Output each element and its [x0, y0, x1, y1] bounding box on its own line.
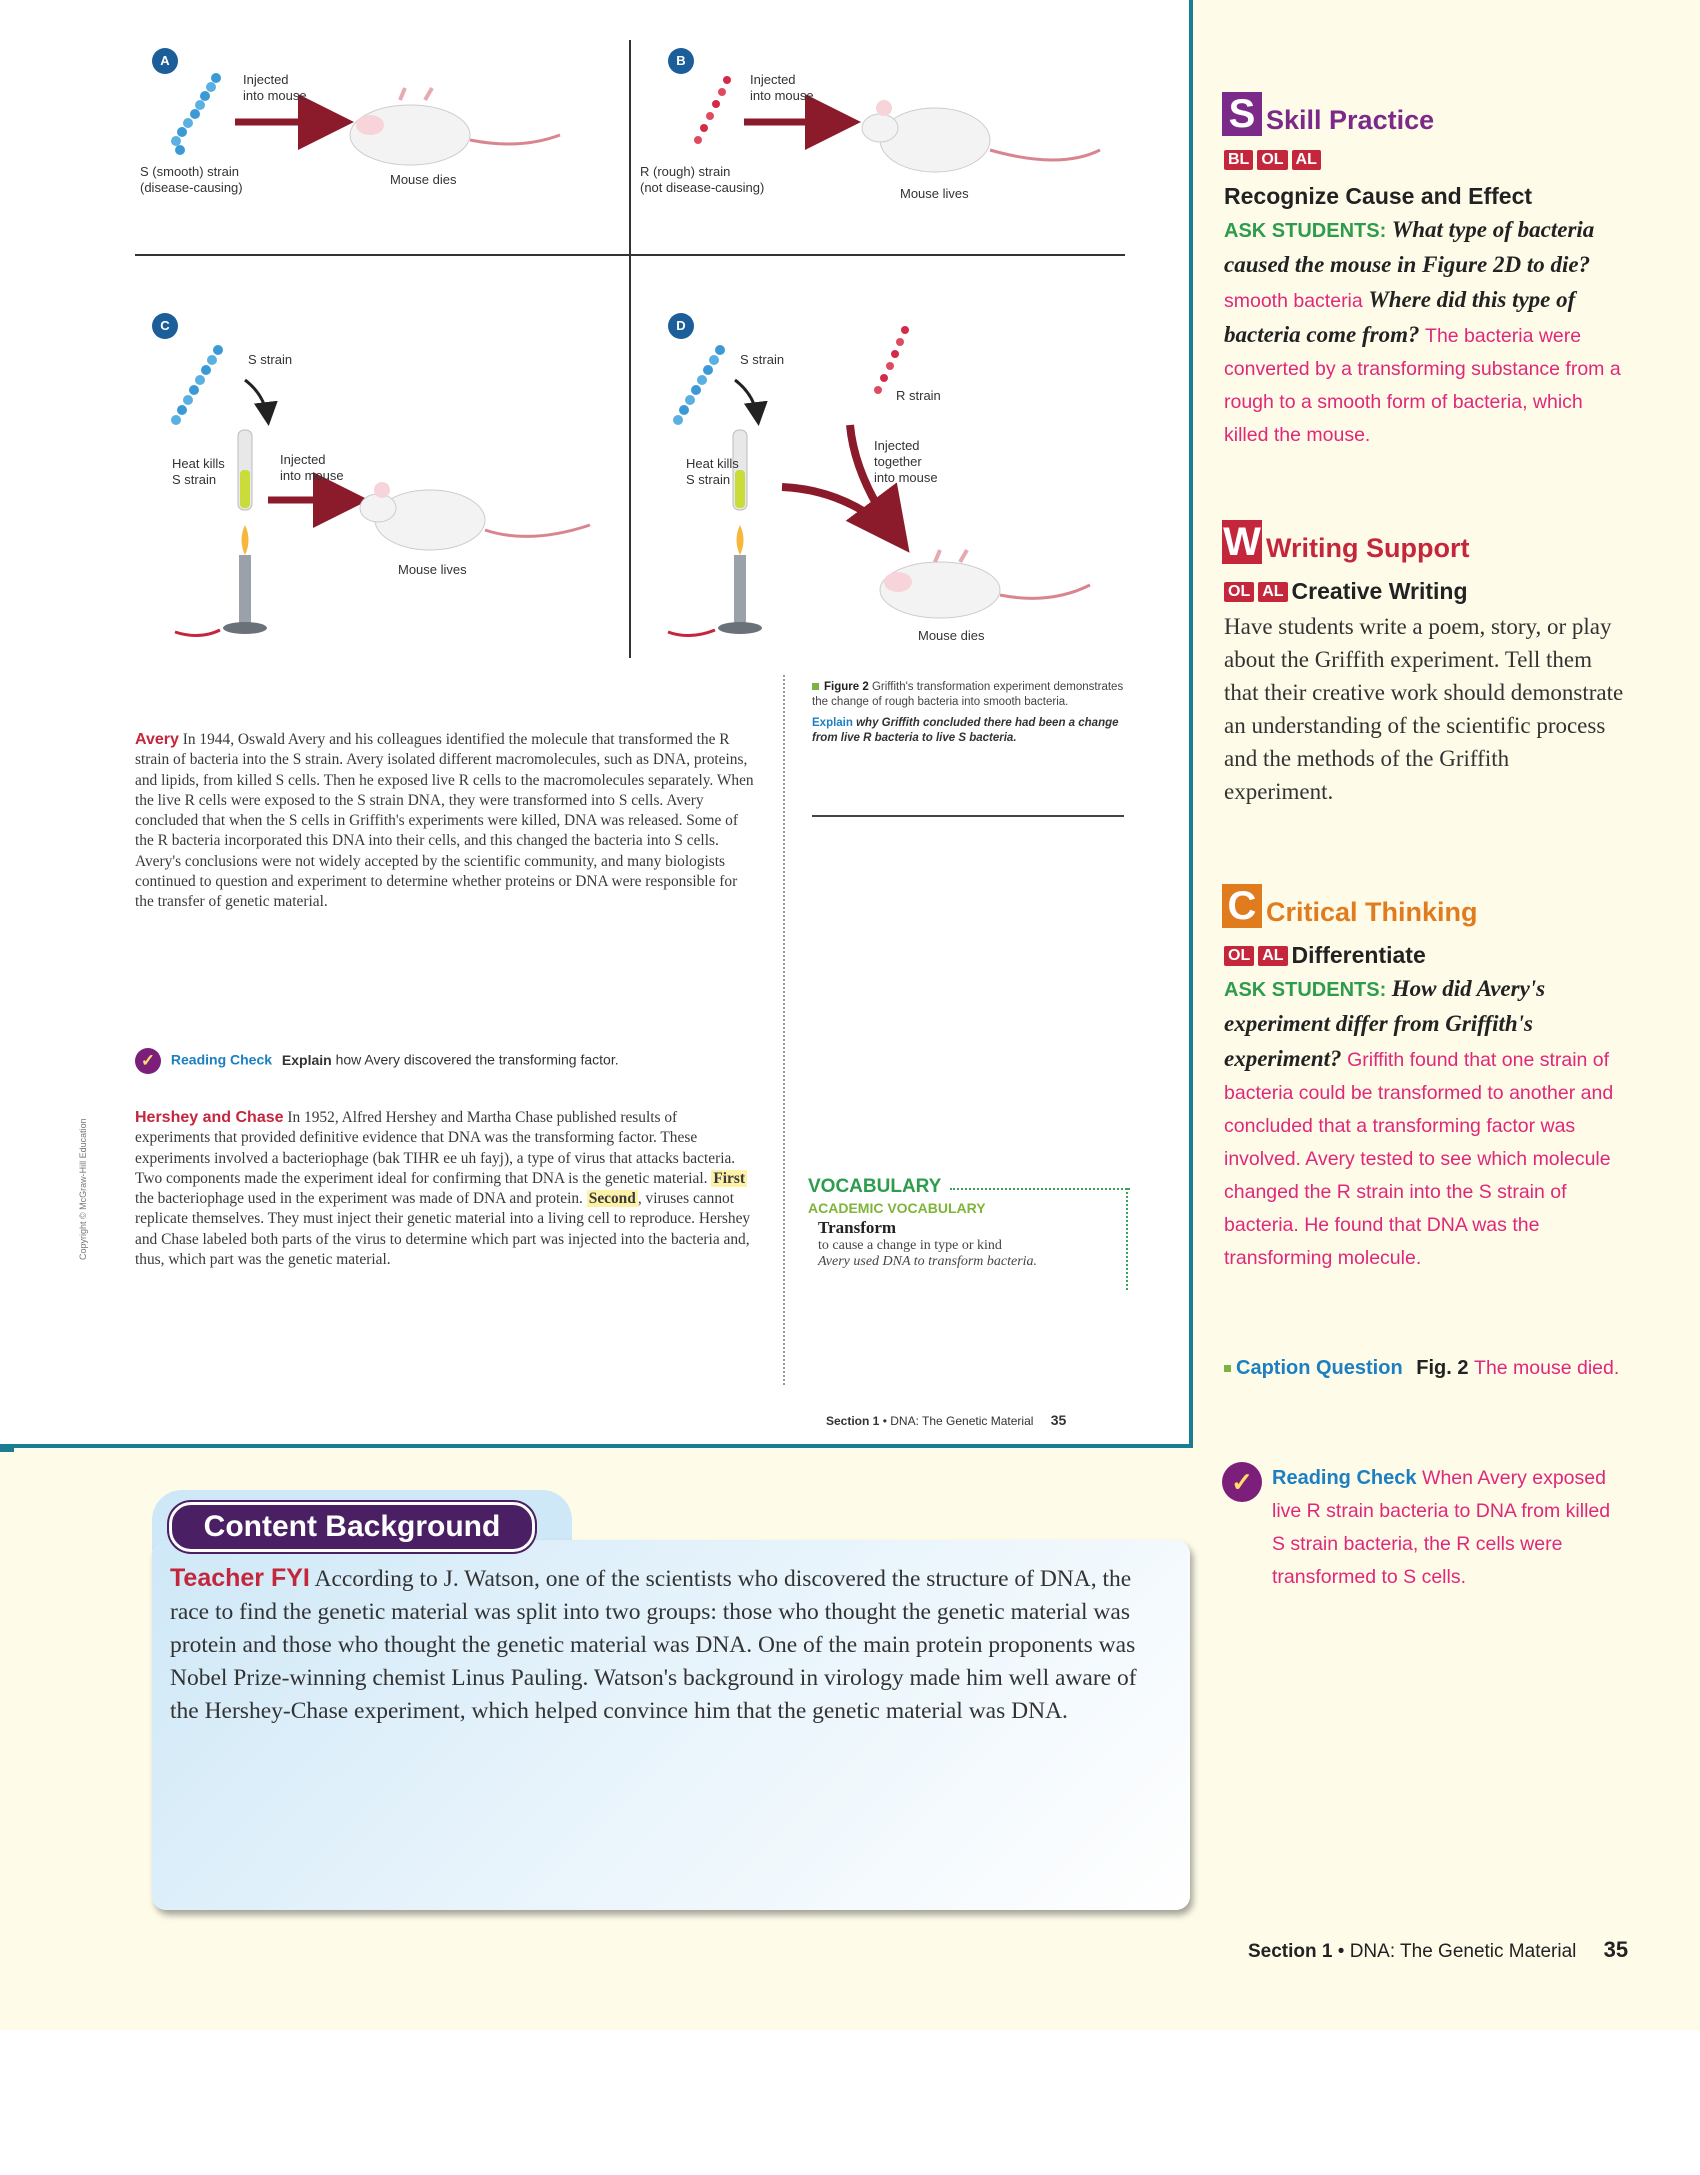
level-ol: OL — [1224, 582, 1254, 602]
figure-divider-v — [629, 40, 631, 658]
critical-ask: ASK STUDENTS: — [1224, 979, 1387, 1001]
mouse-alive-c — [360, 482, 590, 550]
mouse-alive-b — [862, 100, 1100, 172]
skill-a2: The bacteria were converted by a transforming substance from a rough to a smooth form of bacteria, which killed the mouse. — [1224, 325, 1621, 446]
label-injected-a: Injected into mouse — [243, 72, 307, 103]
label-s-strain-c: S strain — [248, 352, 293, 367]
label-outcome-b: Mouse lives — [900, 186, 969, 201]
footer-outer-section: Section 1 — [1248, 1941, 1333, 1962]
footer-inner: Section 1 • DNA: The Genetic Material 35 — [826, 1412, 1067, 1428]
caption-question-label: Caption Question — [1236, 1357, 1403, 1379]
hershey-heading: Hershey and Chase — [135, 1109, 284, 1126]
hershey-text-2: the bacteriophage used in the experiment was made of DNA and protein. — [135, 1190, 583, 1208]
avery-heading: Avery — [135, 731, 179, 748]
skill-ask: ASK STUDENTS: — [1224, 220, 1387, 242]
writing-w-icon: W — [1223, 520, 1261, 564]
column-divider — [783, 675, 785, 1385]
label-outcome-a: Mouse dies — [390, 172, 457, 187]
avery-paragraph — [135, 730, 755, 913]
critical-thinking-title: Critical Thinking — [1266, 897, 1478, 927]
footer-outer: Section 1 • DNA: The Genetic Material 35 — [1248, 1937, 1629, 1962]
check-icon: ✓ — [135, 1048, 161, 1074]
reading-check-label: Reading Check — [170, 1051, 273, 1068]
r-strain-chain-b — [694, 76, 731, 144]
footer-inner-section: Section 1 — [826, 1414, 880, 1428]
s-strain-chain-c — [171, 345, 223, 425]
teacher-fyi-text: According to J. Watson, one of the scientists who discovered the structure of DNA, the race to find the genetic material was split into two groups: those who thought the genetic material was protein and those who thought the genetic material was DNA. One of the main protein proponents was Nobel Prize-winning chemist Linus Pauling. Watson's background in virology made him well aware of the Hershey-Chase experiment, which helped convince him that the genetic material was DNA. — [170, 1566, 1137, 1724]
caption-question — [1224, 1352, 1624, 1385]
caption-question-bullet — [1224, 1365, 1231, 1372]
check-icon: ✓ — [1222, 1462, 1262, 1502]
hershey-text-3: viruses cannot replicate themselves. They must inject their genetic material into a living cell to reproduce. Hershey and Chase labeled both parts of the virus to determine which part was injected into the bacteria and, thus, which part was the genetic material. — [135, 1190, 751, 1269]
label-s-strain-d: S strain — [740, 352, 785, 367]
level-ol: OL — [1257, 150, 1287, 170]
label-heat-c: Heat kills S strain — [172, 456, 225, 487]
reading-check-text: how Avery discovered the transforming factor. — [335, 1051, 619, 1068]
hershey-text-1: In 1952, Alfred Hershey and Martha Chase published results of experiments that provided definitive evidence that DNA was the transforming factor. These experiments involved a bacteriophage (bak TIHR ee uh fayj), a type of virus that attacks bacteria. Two components made the experiment ideal for confirming that DNA is the genetic material. — [135, 1109, 736, 1187]
level-al: AL — [1292, 150, 1321, 170]
label-outcome-c: Mouse lives — [398, 562, 467, 577]
writing-support-text: Have students write a poem, story, or play about the Griffith experiment. Tell them that their creative work should demonstrate an understanding of the scientific process and the methods of the Griffith experiment. — [1224, 614, 1624, 804]
footer-outer-page: 35 — [1603, 1937, 1629, 1962]
hershey-first: First — [713, 1169, 745, 1187]
reading-check-answer: When Avery exposed live R strain bacteria to DNA from killed S strain bacteria, the R cells were transformed to S cells. — [1272, 1467, 1611, 1588]
vocabulary-box — [808, 1176, 1126, 1296]
caption-rule — [812, 815, 1124, 817]
footer-inner-page: 35 — [1050, 1412, 1067, 1428]
hershey-second: Second — [588, 1190, 636, 1208]
griffith-figure — [0, 0, 1193, 680]
teacher-fyi-label: Teacher FYI — [170, 1564, 310, 1592]
writing-levels — [1224, 578, 1468, 605]
caption-text: Griffith's transformation experiment demonstrates the change of rough bacteria into smooth bacteria. — [812, 681, 1124, 708]
panel-label-b: B — [668, 48, 694, 74]
reading-check-bold: Explain — [281, 1051, 332, 1068]
critical-thinking-header — [1222, 884, 1478, 928]
caption-explain-text: why Griffith concluded there had been a change from live R bacteria to live S bacteria. — [812, 717, 1119, 744]
caption-question-answer: The mouse died. — [1474, 1357, 1620, 1379]
skill-levels — [1224, 150, 1325, 170]
critical-c-icon: C — [1222, 884, 1262, 928]
reading-check-answer-label: Reading Check — [1272, 1467, 1417, 1489]
panel-label-a: A — [152, 48, 178, 74]
critical-q: How did Avery's experiment differ from Griffith's experiment? — [1224, 976, 1546, 1071]
skill-practice-header — [1222, 92, 1434, 136]
vocab-dots-top — [950, 1188, 1130, 1190]
reading-check-row — [135, 1048, 619, 1074]
critical-thinking-body — [1224, 972, 1624, 1275]
r-strain-chain-d — [874, 326, 909, 394]
writing-support-title: Writing Support — [1266, 533, 1470, 563]
figure-caption — [812, 680, 1124, 746]
skill-q1: What type of bacteria caused the mouse in Figure 2D to die? — [1224, 217, 1595, 277]
level-ol: OL — [1224, 946, 1254, 966]
skill-q2: Where did this type of bacteria come from? — [1224, 287, 1576, 347]
skill-subhead: Recognize Cause and Effect — [1224, 183, 1533, 209]
level-bl: BL — [1224, 150, 1253, 170]
critical-a: Griffith found that one strain of bacteria could be transformed to another and concluded that a transforming factor was involved. Avery tested to see which molecule changed the R strain into the S strain of bacteria. He found that DNA was the transforming molecule. — [1224, 1049, 1614, 1269]
content-background-text — [170, 1562, 1170, 1728]
skill-practice-title: Skill Practice — [1266, 105, 1435, 135]
copyright: Copyright © McGraw-Hill Education — [78, 1118, 88, 1260]
frame-tick — [0, 1446, 14, 1452]
vocab-dots-right — [1126, 1188, 1128, 1290]
panel-label-c: C — [152, 313, 178, 339]
vocab-term: Transform — [818, 1218, 897, 1237]
level-al: AL — [1258, 946, 1287, 966]
writing-subhead: Creative Writing — [1291, 578, 1468, 604]
caption-explain-label: Explain — [812, 717, 853, 729]
label-strain-a: S (smooth) strain (disease-causing) — [140, 164, 243, 195]
label-injected-c: Injected into mouse — [280, 452, 344, 483]
avery-text: In 1944, Oswald Avery and his colleagues identified the molecule that transformed the R strain of bacteria into the S strain. Avery isolated different macromolecules, such as DNA, proteins, and lipids, from killed S cells. Then he exposed live R cells to the macromolecules separately. When the live R cells were exposed to the S strain DNA, they were transformed into S cells. Avery concluded that when the S cells in Griffith's experiments were killed, DNA was released. Some of the R bacteria incorporated this DNA into their cells, and this changed the bacteria into S cells. Avery's conclusions were not widely accepted by the scientific community, and many biologists continued to question and experiment to determine whether proteins or DNA were responsible for the transfer of genetic material. — [135, 731, 754, 911]
hershey-paragraph: Hershey and Chase In 1952, Alfred Hershey and Martha Chase published results of experiments that provided definitive evidence that DNA was the transforming factor. These experiments involved a bacteriophage (bak TIHR ee uh fayj), a type of virus that attacks bacteria. Two components made the experiment ideal for confirming that DNA is the genetic material. First the bacteriophage used in the experiment was made of DNA and protein. Second , viruses cannot replicate themselves. They must inject their genetic material into a living cell to reproduce. Hershey and Chase labeled both parts of the virus to determine which part was injected into the bacteria and, thus, which part was the genetic material. — [135, 1109, 751, 1269]
skill-s-icon: S — [1222, 92, 1262, 136]
label-strain-b: R (rough) strain (not disease-causing) — [640, 164, 765, 195]
caption-bullet — [812, 683, 819, 690]
label-outcome-d: Mouse dies — [918, 628, 985, 643]
writing-support-header — [1222, 520, 1469, 564]
vocab-example: Avery used DNA to transform bacteria. — [818, 1254, 1038, 1269]
label-r-strain-d: R strain — [896, 388, 941, 403]
mouse-dead-d — [880, 550, 1090, 618]
vocab-title: VOCABULARY — [808, 1176, 942, 1197]
reading-check-answer-block — [1222, 1462, 1622, 1594]
skill-a1: smooth bacteria — [1224, 290, 1363, 312]
footer-outer-title: DNA: The Genetic Material — [1349, 1941, 1577, 1962]
footer-inner-title: DNA: The Genetic Material — [890, 1414, 1034, 1428]
caption-question-fig: Fig. 2 — [1416, 1357, 1469, 1379]
critical-subhead: Differentiate — [1291, 942, 1426, 968]
s-strain-chain-a — [171, 73, 221, 155]
label-injected-d: Injected together into mouse — [874, 438, 938, 485]
mouse-dead-a — [350, 88, 560, 165]
panel-label-d: D — [668, 313, 694, 339]
level-al: AL — [1258, 582, 1287, 602]
figure-label: Figure 2 — [824, 681, 869, 693]
critical-levels — [1224, 942, 1426, 969]
skill-practice-body — [1224, 180, 1624, 452]
vocab-subtitle: ACADEMIC VOCABULARY — [808, 1200, 986, 1216]
label-injected-b: Injected into mouse — [750, 72, 814, 103]
vocab-definition: to cause a change in type or kind — [818, 1238, 1002, 1253]
s-strain-chain-d — [673, 345, 725, 425]
label-heat-d: Heat kills S strain — [686, 456, 739, 487]
content-background-title: Content Background — [169, 1502, 535, 1552]
